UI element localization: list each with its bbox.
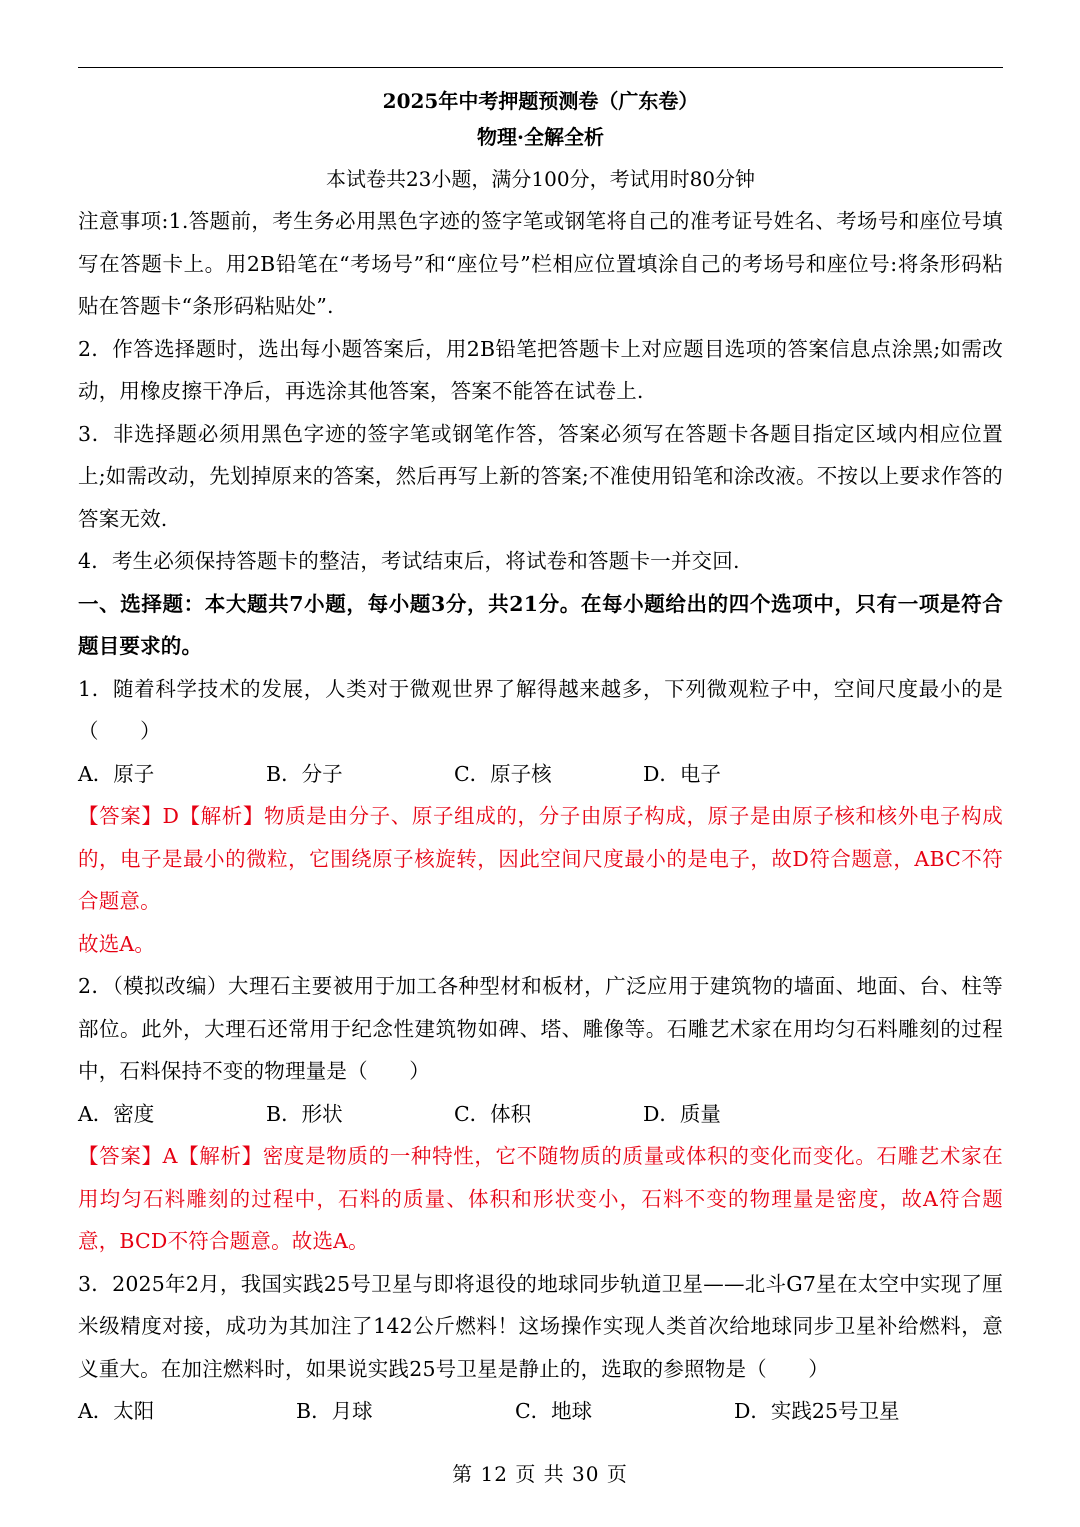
notice-item-4: 4．考生必须保持答题卡的整洁，考试结束后，将试卷和答题卡一并交回. (78, 549, 740, 573)
section-heading: 一、选择题：本大题共7小题，每小题3分，共21分。在每小题给出的四个选项中，只有一项是符合题目要求的。 (78, 591, 1003, 658)
option-b: B．分子 (266, 761, 343, 786)
notice-item-1: 注意事项:1.答题前，考生务必用黑色字迹的签字笔或钢笔将自己的准考证号姓名、考场号和座位号填写在答题卡上。用2B铅笔在“考场号”和“座位号”栏相应位置填涂自己的考场号和座位号:将条形码粘贴在答题卡“条形码粘贴处”. (78, 209, 1003, 318)
question-2-options (78, 1093, 1003, 1136)
question-3-options (78, 1390, 1003, 1433)
question-1-options (78, 753, 1003, 796)
question-3-stem: 3．2025年2月，我国实践25号卫星与即将退役的地球同步轨道卫星——北斗G7星在太空中实现了厘米级精度对接，成功为其加注了142公斤燃料！这场操作实现人类首次给地球同步卫星补给燃料，意义重大。在加注燃料时，如果说实践25号卫星是静止的，选取的参照物是（ ） (78, 1271, 1003, 1381)
notice-item-2: 2．作答选择题时，选出每小题答案后，用2B铅笔把答题卡上对应题目选项的答案信息点涂黑;如需改动，用橡皮擦干净后，再选涂其他答案，答案不能答在试卷上. (78, 336, 1003, 403)
page-number: 第 12 页 共 30 页 (452, 1462, 628, 1486)
question-1-answer: 【答案】D【解析】物质是由分子、原子组成的，分子由原子构成，原子是由原子核和核外电子构成的，电子是最小的微粒，它围绕原子核旋转，因此空间尺度最小的是电子，故D符合题意，ABC不符合题意。 (78, 804, 1003, 913)
question-1-stem: 1．随着科学技术的发展，人类对于微观世界了解得越来越多，下列微观粒子中，空间尺度最小的是（ ） (78, 676, 1003, 743)
option-d: D．电子 (643, 761, 721, 786)
question-2-answer: 【答案】A【解析】密度是物质的一种特性，它不随物质的质量或体积的变化而变化。石雕艺术家在用均匀石料雕刻的过程中，石料的质量、体积和形状变小，石料不变的物理量是密度，故A符合题意，BCD不符合题意。故选A。 (78, 1144, 1003, 1253)
option-a: A．密度 (78, 1101, 155, 1126)
option-d: D．实践25号卫星 (734, 1399, 900, 1423)
option-a: A．太阳 (78, 1399, 155, 1423)
question-2-stem: 2．（模拟改编）大理石主要被用于加工各种型材和板材，广泛应用于建筑物的墙面、地面、台、柱等部位。此外，大理石还常用于纪念性建筑物如碑、塔、雕像等。石雕艺术家在用均匀石料雕刻的过程中，石料保持不变的物理量是（ ） (78, 974, 1003, 1083)
option-c: C．地球 (515, 1399, 593, 1423)
question-1-conclusion: 故选A。 (78, 931, 156, 956)
option-c: C．原子核 (454, 761, 552, 786)
header-rule (78, 67, 1003, 68)
exam-info: 本试卷共23小题，满分100分，考试用时80分钟 (325, 167, 756, 191)
document-subtitle: 物理·全解全析 (477, 125, 604, 149)
option-c: C．体积 (454, 1101, 532, 1126)
document-page (78, 84, 1003, 1433)
option-b: B．月球 (296, 1399, 373, 1423)
option-d: D．质量 (643, 1101, 721, 1126)
option-a: A．原子 (78, 761, 155, 786)
notice-item-3: 3．非选择题必须用黑色字迹的签字笔或钢笔作答，答案必须写在答题卡各题目指定区域内相应位置上;如需改动，先划掉原来的答案，然后再写上新的答案;不准使用铅笔和涂改液。不按以上要求作答的答案无效. (78, 421, 1004, 531)
option-b: B．形状 (266, 1101, 343, 1126)
document-title: 2025年中考押题预测卷（广东卷） (382, 89, 699, 113)
